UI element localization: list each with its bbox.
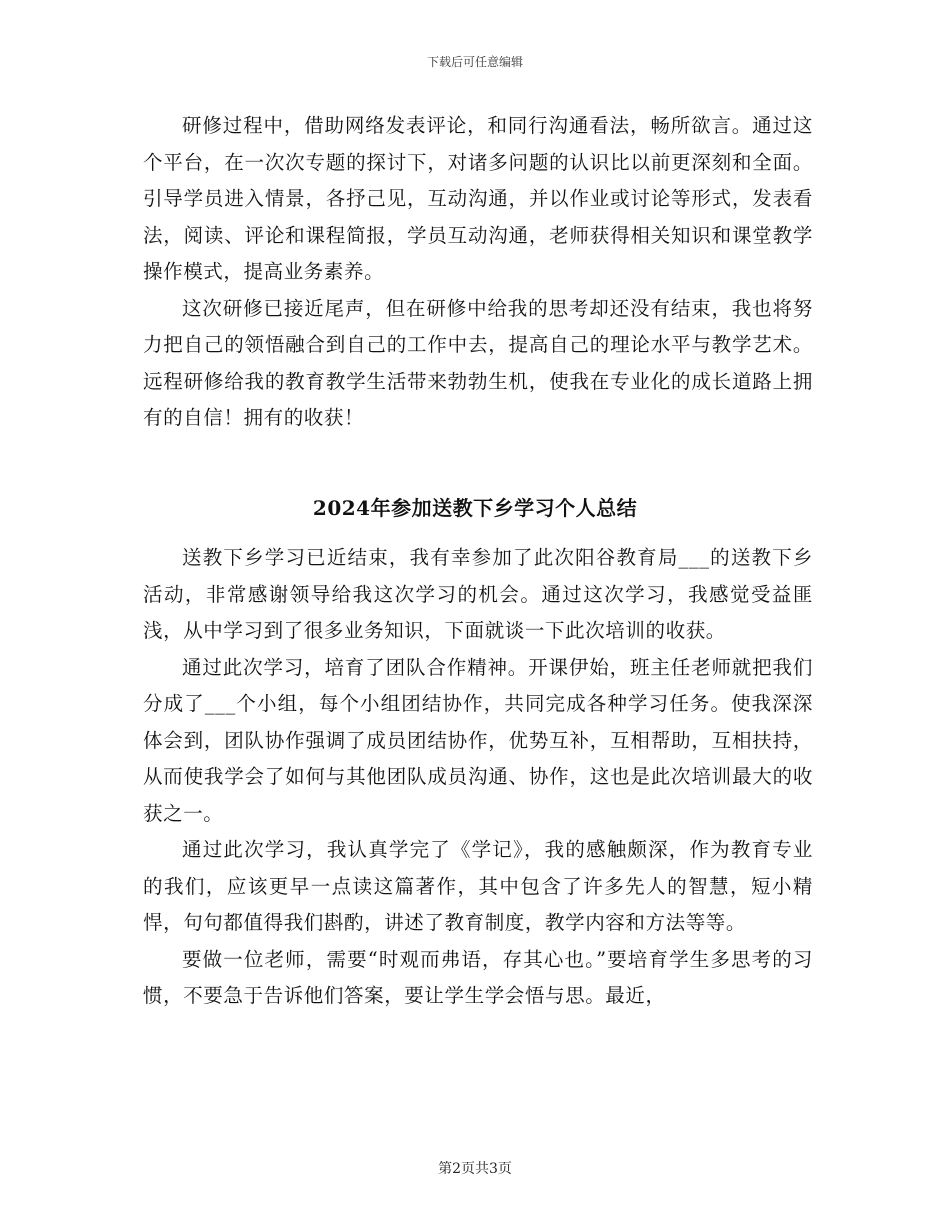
paragraph: 要做一位老师，需要“时观而弗语，存其心也。”要培育学生多思考的习惯，不要急于告诉他们答案，要让学生学会悟与思。最近， [143, 947, 813, 1007]
page-footer: 第2页共3页 [438, 1161, 512, 1177]
section-title: 2024年参加送教下乡学习个人总结 [312, 496, 638, 520]
paragraph: 通过此次学习，我认真学完了《学记》，我的感触颇深，作为教育专业的我们，应该更早一点读这篇著作，其中包含了许多先人的智慧，短小精悍，句句都值得我们斟酌，讲述了教育制度，教学内容和方法等等。 [143, 838, 813, 934]
paragraph: 这次研修已接近尾声，但在研修中给我的思考却还没有结束，我也将努力把自己的领悟融合到自己的工作中去，提高自己的理论水平与教学艺术。远程研修给我的教育教学生活带来勃勃生机，使我在专业化的成长道路上拥有的自信！拥有的收获！ [143, 296, 813, 429]
body-section-top [143, 108, 813, 437]
header-note: 下载后可任意编辑 [426, 55, 523, 69]
paragraph: 研修过程中，借助网络发表评论，和同行沟通看法，畅所欲言。通过这个平台，在一次次专题的探讨下，对诸多问题的认识比以前更深刻和全面。引导学员进入情景，各抒己见，互动沟通，并以作业或讨论等形式，发表看法，阅读、评论和课程简报，学员互动沟通，老师获得相关知识和课堂教学操作模式，提高业务素养。 [143, 114, 813, 283]
body-section-bottom [143, 540, 813, 1015]
paragraph: 送教下乡学习已近结束，我有幸参加了此次阳谷教育局___的送教下乡活动，非常感谢领导给我这次学习的机会。通过这次学习，我感觉受益匪浅，从中学习到了很多业务知识，下面就谈一下此次培训的收获。 [143, 546, 813, 642]
paragraph: 通过此次学习，培育了团队合作精神。开课伊始，班主任老师就把我们分成了___个小组，每个小组团结协作，共同完成各种学习任务。使我深深体会到，团队协作强调了成员团结协作，优势互补，互相帮助，互相扶持，从而使我学会了如何与其他团队成员沟通、协作，这也是此次培训最大的收获之一。 [143, 655, 813, 825]
